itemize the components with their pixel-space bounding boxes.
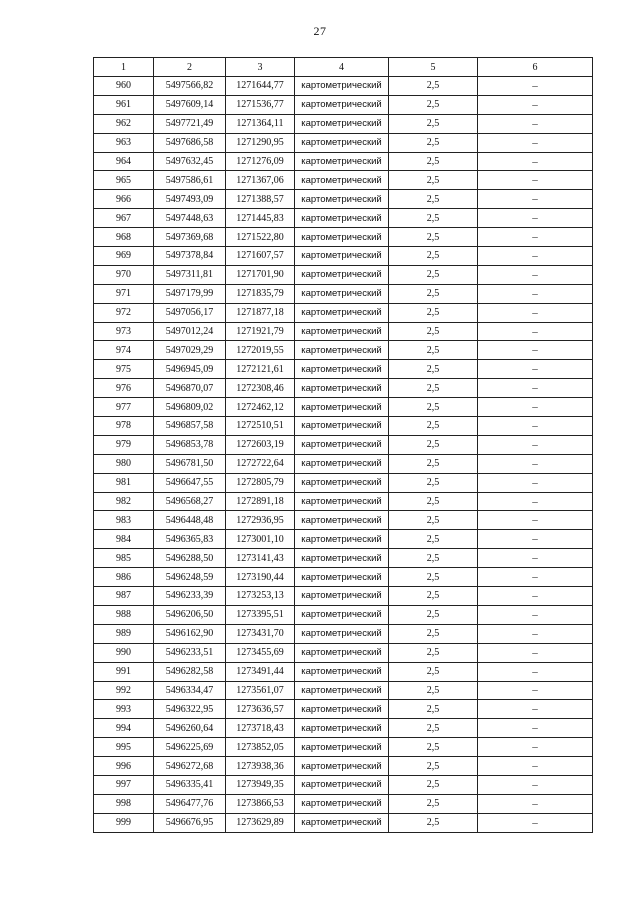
table-row <box>94 454 593 473</box>
y-coordinate-cell: 1271388,57 <box>226 190 295 209</box>
description-cell: – <box>478 530 593 549</box>
accuracy-cell: 2,5 <box>389 757 478 776</box>
point-number-cell: 997 <box>94 775 154 794</box>
accuracy-cell: 2,5 <box>389 813 478 832</box>
x-coordinate-cell: 5496334,47 <box>154 681 226 700</box>
point-number-cell: 960 <box>94 77 154 96</box>
x-coordinate-cell: 5497056,17 <box>154 303 226 322</box>
point-number-cell: 969 <box>94 247 154 266</box>
x-coordinate-cell: 5497686,58 <box>154 133 226 152</box>
y-coordinate-cell: 1273141,43 <box>226 549 295 568</box>
table-row <box>94 662 593 681</box>
method-cell: картометрический <box>295 794 389 813</box>
x-coordinate-cell: 5497721,49 <box>154 114 226 133</box>
column-header-point-number: 1 <box>94 58 154 77</box>
x-coordinate-cell: 5496260,64 <box>154 719 226 738</box>
y-coordinate-cell: 1271644,77 <box>226 77 295 96</box>
description-cell: – <box>478 114 593 133</box>
accuracy-cell: 2,5 <box>389 379 478 398</box>
method-cell: картометрический <box>295 247 389 266</box>
description-cell: – <box>478 813 593 832</box>
accuracy-cell: 2,5 <box>389 209 478 228</box>
accuracy-cell: 2,5 <box>389 681 478 700</box>
accuracy-cell: 2,5 <box>389 511 478 530</box>
column-header-accuracy: 5 <box>389 58 478 77</box>
y-coordinate-cell: 1271607,57 <box>226 247 295 266</box>
accuracy-cell: 2,5 <box>389 228 478 247</box>
table-row <box>94 643 593 662</box>
method-cell: картометрический <box>295 379 389 398</box>
description-cell: – <box>478 794 593 813</box>
point-number-cell: 966 <box>94 190 154 209</box>
y-coordinate-cell: 1272019,55 <box>226 341 295 360</box>
table-row <box>94 379 593 398</box>
method-cell: картометрический <box>295 133 389 152</box>
x-coordinate-cell: 5496781,50 <box>154 454 226 473</box>
y-coordinate-cell: 1272805,79 <box>226 473 295 492</box>
point-number-cell: 971 <box>94 284 154 303</box>
x-coordinate-cell: 5496162,90 <box>154 624 226 643</box>
y-coordinate-cell: 1271367,06 <box>226 171 295 190</box>
x-coordinate-cell: 5496870,07 <box>154 379 226 398</box>
method-cell: картометрический <box>295 549 389 568</box>
x-coordinate-cell: 5497012,24 <box>154 322 226 341</box>
point-number-cell: 968 <box>94 228 154 247</box>
accuracy-cell: 2,5 <box>389 114 478 133</box>
accuracy-cell: 2,5 <box>389 587 478 606</box>
description-cell: – <box>478 247 593 266</box>
method-cell: картометрический <box>295 341 389 360</box>
method-cell: картометрический <box>295 114 389 133</box>
x-coordinate-cell: 5496322,95 <box>154 700 226 719</box>
method-cell: картометрический <box>295 738 389 757</box>
accuracy-cell: 2,5 <box>389 284 478 303</box>
accuracy-cell: 2,5 <box>389 322 478 341</box>
accuracy-cell: 2,5 <box>389 568 478 587</box>
accuracy-cell: 2,5 <box>389 341 478 360</box>
x-coordinate-cell: 5496288,50 <box>154 549 226 568</box>
point-number-cell: 974 <box>94 341 154 360</box>
table-row <box>94 568 593 587</box>
description-cell: – <box>478 228 593 247</box>
table-row <box>94 190 593 209</box>
point-number-cell: 999 <box>94 813 154 832</box>
description-cell: – <box>478 322 593 341</box>
point-number-cell: 961 <box>94 95 154 114</box>
description-cell: – <box>478 152 593 171</box>
description-cell: – <box>478 379 593 398</box>
point-number-cell: 970 <box>94 265 154 284</box>
y-coordinate-cell: 1272936,95 <box>226 511 295 530</box>
description-cell: – <box>478 171 593 190</box>
accuracy-cell: 2,5 <box>389 247 478 266</box>
point-number-cell: 990 <box>94 643 154 662</box>
point-number-cell: 992 <box>94 681 154 700</box>
column-header-method: 4 <box>295 58 389 77</box>
x-coordinate-cell: 5496282,58 <box>154 662 226 681</box>
point-number-cell: 998 <box>94 794 154 813</box>
method-cell: картометрический <box>295 511 389 530</box>
column-header-x-coordinate: 2 <box>154 58 226 77</box>
y-coordinate-cell: 1271522,80 <box>226 228 295 247</box>
column-header-y-coordinate: 3 <box>226 58 295 77</box>
y-coordinate-cell: 1273949,35 <box>226 775 295 794</box>
method-cell: картометрический <box>295 681 389 700</box>
accuracy-cell: 2,5 <box>389 719 478 738</box>
description-cell: – <box>478 549 593 568</box>
method-cell: картометрический <box>295 360 389 379</box>
accuracy-cell: 2,5 <box>389 775 478 794</box>
y-coordinate-cell: 1273395,51 <box>226 605 295 624</box>
description-cell: – <box>478 360 593 379</box>
table-row <box>94 435 593 454</box>
y-coordinate-cell: 1271364,11 <box>226 114 295 133</box>
x-coordinate-cell: 5496335,41 <box>154 775 226 794</box>
table-row <box>94 587 593 606</box>
y-coordinate-cell: 1271445,83 <box>226 209 295 228</box>
table-row <box>94 700 593 719</box>
x-coordinate-cell: 5496365,83 <box>154 530 226 549</box>
accuracy-cell: 2,5 <box>389 738 478 757</box>
x-coordinate-cell: 5497311,81 <box>154 265 226 284</box>
point-number-cell: 976 <box>94 379 154 398</box>
x-coordinate-cell: 5497179,99 <box>154 284 226 303</box>
description-cell: – <box>478 473 593 492</box>
x-coordinate-cell: 5497029,29 <box>154 341 226 360</box>
y-coordinate-cell: 1273636,57 <box>226 700 295 719</box>
accuracy-cell: 2,5 <box>389 398 478 417</box>
x-coordinate-cell: 5497448,63 <box>154 209 226 228</box>
point-number-cell: 986 <box>94 568 154 587</box>
accuracy-cell: 2,5 <box>389 605 478 624</box>
description-cell: – <box>478 341 593 360</box>
method-cell: картометрический <box>295 662 389 681</box>
accuracy-cell: 2,5 <box>389 171 478 190</box>
table-row <box>94 171 593 190</box>
method-cell: картометрический <box>295 435 389 454</box>
method-cell: картометрический <box>295 473 389 492</box>
table-row <box>94 549 593 568</box>
method-cell: картометрический <box>295 700 389 719</box>
method-cell: картометрический <box>295 77 389 96</box>
description-cell: – <box>478 605 593 624</box>
point-number-cell: 995 <box>94 738 154 757</box>
table-row <box>94 719 593 738</box>
point-number-cell: 975 <box>94 360 154 379</box>
y-coordinate-cell: 1271276,09 <box>226 152 295 171</box>
method-cell: картометрический <box>295 417 389 436</box>
table-row <box>94 284 593 303</box>
method-cell: картометрический <box>295 190 389 209</box>
description-cell: – <box>478 700 593 719</box>
table-row <box>94 228 593 247</box>
table-row <box>94 738 593 757</box>
table-row <box>94 624 593 643</box>
table-row <box>94 77 593 96</box>
table-row <box>94 341 593 360</box>
x-coordinate-cell: 5496857,58 <box>154 417 226 436</box>
point-number-cell: 996 <box>94 757 154 776</box>
y-coordinate-cell: 1273629,89 <box>226 813 295 832</box>
description-cell: – <box>478 190 593 209</box>
accuracy-cell: 2,5 <box>389 662 478 681</box>
page-number: 27 <box>313 24 327 38</box>
point-number-cell: 963 <box>94 133 154 152</box>
accuracy-cell: 2,5 <box>389 77 478 96</box>
y-coordinate-cell: 1273190,44 <box>226 568 295 587</box>
method-cell: картометрический <box>295 719 389 738</box>
coordinates-table <box>93 57 593 833</box>
accuracy-cell: 2,5 <box>389 95 478 114</box>
table-header-row <box>94 58 593 77</box>
description-cell: – <box>478 209 593 228</box>
description-cell: – <box>478 511 593 530</box>
accuracy-cell: 2,5 <box>389 624 478 643</box>
x-coordinate-cell: 5496568,27 <box>154 492 226 511</box>
table-row <box>94 605 593 624</box>
y-coordinate-cell: 1273001,10 <box>226 530 295 549</box>
y-coordinate-cell: 1272308,46 <box>226 379 295 398</box>
x-coordinate-cell: 5497609,14 <box>154 95 226 114</box>
accuracy-cell: 2,5 <box>389 435 478 454</box>
x-coordinate-cell: 5497369,68 <box>154 228 226 247</box>
table-row <box>94 794 593 813</box>
table-row <box>94 681 593 700</box>
method-cell: картометрический <box>295 605 389 624</box>
x-coordinate-cell: 5497493,09 <box>154 190 226 209</box>
point-number-cell: 982 <box>94 492 154 511</box>
accuracy-cell: 2,5 <box>389 492 478 511</box>
x-coordinate-cell: 5497586,61 <box>154 171 226 190</box>
point-number-cell: 967 <box>94 209 154 228</box>
point-number-cell: 984 <box>94 530 154 549</box>
description-cell: – <box>478 133 593 152</box>
description-cell: – <box>478 265 593 284</box>
method-cell: картометрический <box>295 152 389 171</box>
table-row <box>94 247 593 266</box>
x-coordinate-cell: 5496233,39 <box>154 587 226 606</box>
table-row <box>94 114 593 133</box>
y-coordinate-cell: 1272510,51 <box>226 417 295 436</box>
method-cell: картометрический <box>295 284 389 303</box>
description-cell: – <box>478 492 593 511</box>
point-number-cell: 994 <box>94 719 154 738</box>
y-coordinate-cell: 1273938,36 <box>226 757 295 776</box>
y-coordinate-cell: 1272722,64 <box>226 454 295 473</box>
y-coordinate-cell: 1273852,05 <box>226 738 295 757</box>
y-coordinate-cell: 1273253,13 <box>226 587 295 606</box>
accuracy-cell: 2,5 <box>389 700 478 719</box>
table-row <box>94 813 593 832</box>
table-row <box>94 492 593 511</box>
method-cell: картометрический <box>295 813 389 832</box>
point-number-cell: 983 <box>94 511 154 530</box>
description-cell: – <box>478 757 593 776</box>
accuracy-cell: 2,5 <box>389 303 478 322</box>
description-cell: – <box>478 681 593 700</box>
method-cell: картометрический <box>295 228 389 247</box>
table-row <box>94 473 593 492</box>
description-cell: – <box>478 417 593 436</box>
method-cell: картометрический <box>295 303 389 322</box>
y-coordinate-cell: 1272462,12 <box>226 398 295 417</box>
description-cell: – <box>478 643 593 662</box>
description-cell: – <box>478 775 593 794</box>
point-number-cell: 965 <box>94 171 154 190</box>
table-row <box>94 417 593 436</box>
table-row <box>94 757 593 776</box>
y-coordinate-cell: 1271290,95 <box>226 133 295 152</box>
description-cell: – <box>478 435 593 454</box>
accuracy-cell: 2,5 <box>389 454 478 473</box>
x-coordinate-cell: 5496448,48 <box>154 511 226 530</box>
table-row <box>94 322 593 341</box>
method-cell: картометрический <box>295 587 389 606</box>
table-row <box>94 530 593 549</box>
table-row <box>94 511 593 530</box>
y-coordinate-cell: 1273431,70 <box>226 624 295 643</box>
description-cell: – <box>478 568 593 587</box>
point-number-cell: 979 <box>94 435 154 454</box>
x-coordinate-cell: 5496809,02 <box>154 398 226 417</box>
table-row <box>94 95 593 114</box>
x-coordinate-cell: 5496248,59 <box>154 568 226 587</box>
point-number-cell: 991 <box>94 662 154 681</box>
table-row <box>94 398 593 417</box>
x-coordinate-cell: 5496225,69 <box>154 738 226 757</box>
accuracy-cell: 2,5 <box>389 152 478 171</box>
accuracy-cell: 2,5 <box>389 794 478 813</box>
accuracy-cell: 2,5 <box>389 643 478 662</box>
description-cell: – <box>478 284 593 303</box>
x-coordinate-cell: 5497566,82 <box>154 77 226 96</box>
point-number-cell: 977 <box>94 398 154 417</box>
description-cell: – <box>478 587 593 606</box>
description-cell: – <box>478 303 593 322</box>
method-cell: картометрический <box>295 454 389 473</box>
y-coordinate-cell: 1273491,44 <box>226 662 295 681</box>
method-cell: картометрический <box>295 95 389 114</box>
point-number-cell: 964 <box>94 152 154 171</box>
method-cell: картометрический <box>295 530 389 549</box>
point-number-cell: 978 <box>94 417 154 436</box>
point-number-cell: 988 <box>94 605 154 624</box>
method-cell: картометрический <box>295 568 389 587</box>
table-row <box>94 303 593 322</box>
method-cell: картометрический <box>295 643 389 662</box>
method-cell: картометрический <box>295 624 389 643</box>
y-coordinate-cell: 1271877,18 <box>226 303 295 322</box>
description-cell: – <box>478 95 593 114</box>
y-coordinate-cell: 1272121,61 <box>226 360 295 379</box>
description-cell: – <box>478 77 593 96</box>
y-coordinate-cell: 1273561,07 <box>226 681 295 700</box>
column-header-description: 6 <box>478 58 593 77</box>
x-coordinate-cell: 5496477,76 <box>154 794 226 813</box>
x-coordinate-cell: 5496233,51 <box>154 643 226 662</box>
x-coordinate-cell: 5496272,68 <box>154 757 226 776</box>
point-number-cell: 985 <box>94 549 154 568</box>
table-row <box>94 209 593 228</box>
method-cell: картометрический <box>295 171 389 190</box>
accuracy-cell: 2,5 <box>389 473 478 492</box>
point-number-cell: 989 <box>94 624 154 643</box>
x-coordinate-cell: 5496945,09 <box>154 360 226 379</box>
accuracy-cell: 2,5 <box>389 265 478 284</box>
x-coordinate-cell: 5497378,84 <box>154 247 226 266</box>
y-coordinate-cell: 1273718,43 <box>226 719 295 738</box>
accuracy-cell: 2,5 <box>389 530 478 549</box>
y-coordinate-cell: 1271921,79 <box>226 322 295 341</box>
description-cell: – <box>478 454 593 473</box>
table-row <box>94 133 593 152</box>
y-coordinate-cell: 1271835,79 <box>226 284 295 303</box>
description-cell: – <box>478 719 593 738</box>
point-number-cell: 981 <box>94 473 154 492</box>
method-cell: картометрический <box>295 492 389 511</box>
accuracy-cell: 2,5 <box>389 360 478 379</box>
x-coordinate-cell: 5497632,45 <box>154 152 226 171</box>
description-cell: – <box>478 738 593 757</box>
y-coordinate-cell: 1271701,90 <box>226 265 295 284</box>
y-coordinate-cell: 1272891,18 <box>226 492 295 511</box>
point-number-cell: 962 <box>94 114 154 133</box>
accuracy-cell: 2,5 <box>389 190 478 209</box>
y-coordinate-cell: 1271536,77 <box>226 95 295 114</box>
x-coordinate-cell: 5496206,50 <box>154 605 226 624</box>
point-number-cell: 987 <box>94 587 154 606</box>
y-coordinate-cell: 1273455,69 <box>226 643 295 662</box>
description-cell: – <box>478 398 593 417</box>
description-cell: – <box>478 662 593 681</box>
y-coordinate-cell: 1272603,19 <box>226 435 295 454</box>
method-cell: картометрический <box>295 209 389 228</box>
method-cell: картометрический <box>295 775 389 794</box>
y-coordinate-cell: 1273866,53 <box>226 794 295 813</box>
method-cell: картометрический <box>295 322 389 341</box>
table-row <box>94 152 593 171</box>
accuracy-cell: 2,5 <box>389 549 478 568</box>
accuracy-cell: 2,5 <box>389 417 478 436</box>
table-row <box>94 775 593 794</box>
point-number-cell: 973 <box>94 322 154 341</box>
point-number-cell: 980 <box>94 454 154 473</box>
method-cell: картометрический <box>295 265 389 284</box>
point-number-cell: 972 <box>94 303 154 322</box>
x-coordinate-cell: 5496647,55 <box>154 473 226 492</box>
method-cell: картометрический <box>295 398 389 417</box>
accuracy-cell: 2,5 <box>389 133 478 152</box>
description-cell: – <box>478 624 593 643</box>
point-number-cell: 993 <box>94 700 154 719</box>
table-row <box>94 360 593 379</box>
method-cell: картометрический <box>295 757 389 776</box>
table-body <box>94 77 593 833</box>
x-coordinate-cell: 5496676,95 <box>154 813 226 832</box>
x-coordinate-cell: 5496853,78 <box>154 435 226 454</box>
table-row <box>94 265 593 284</box>
